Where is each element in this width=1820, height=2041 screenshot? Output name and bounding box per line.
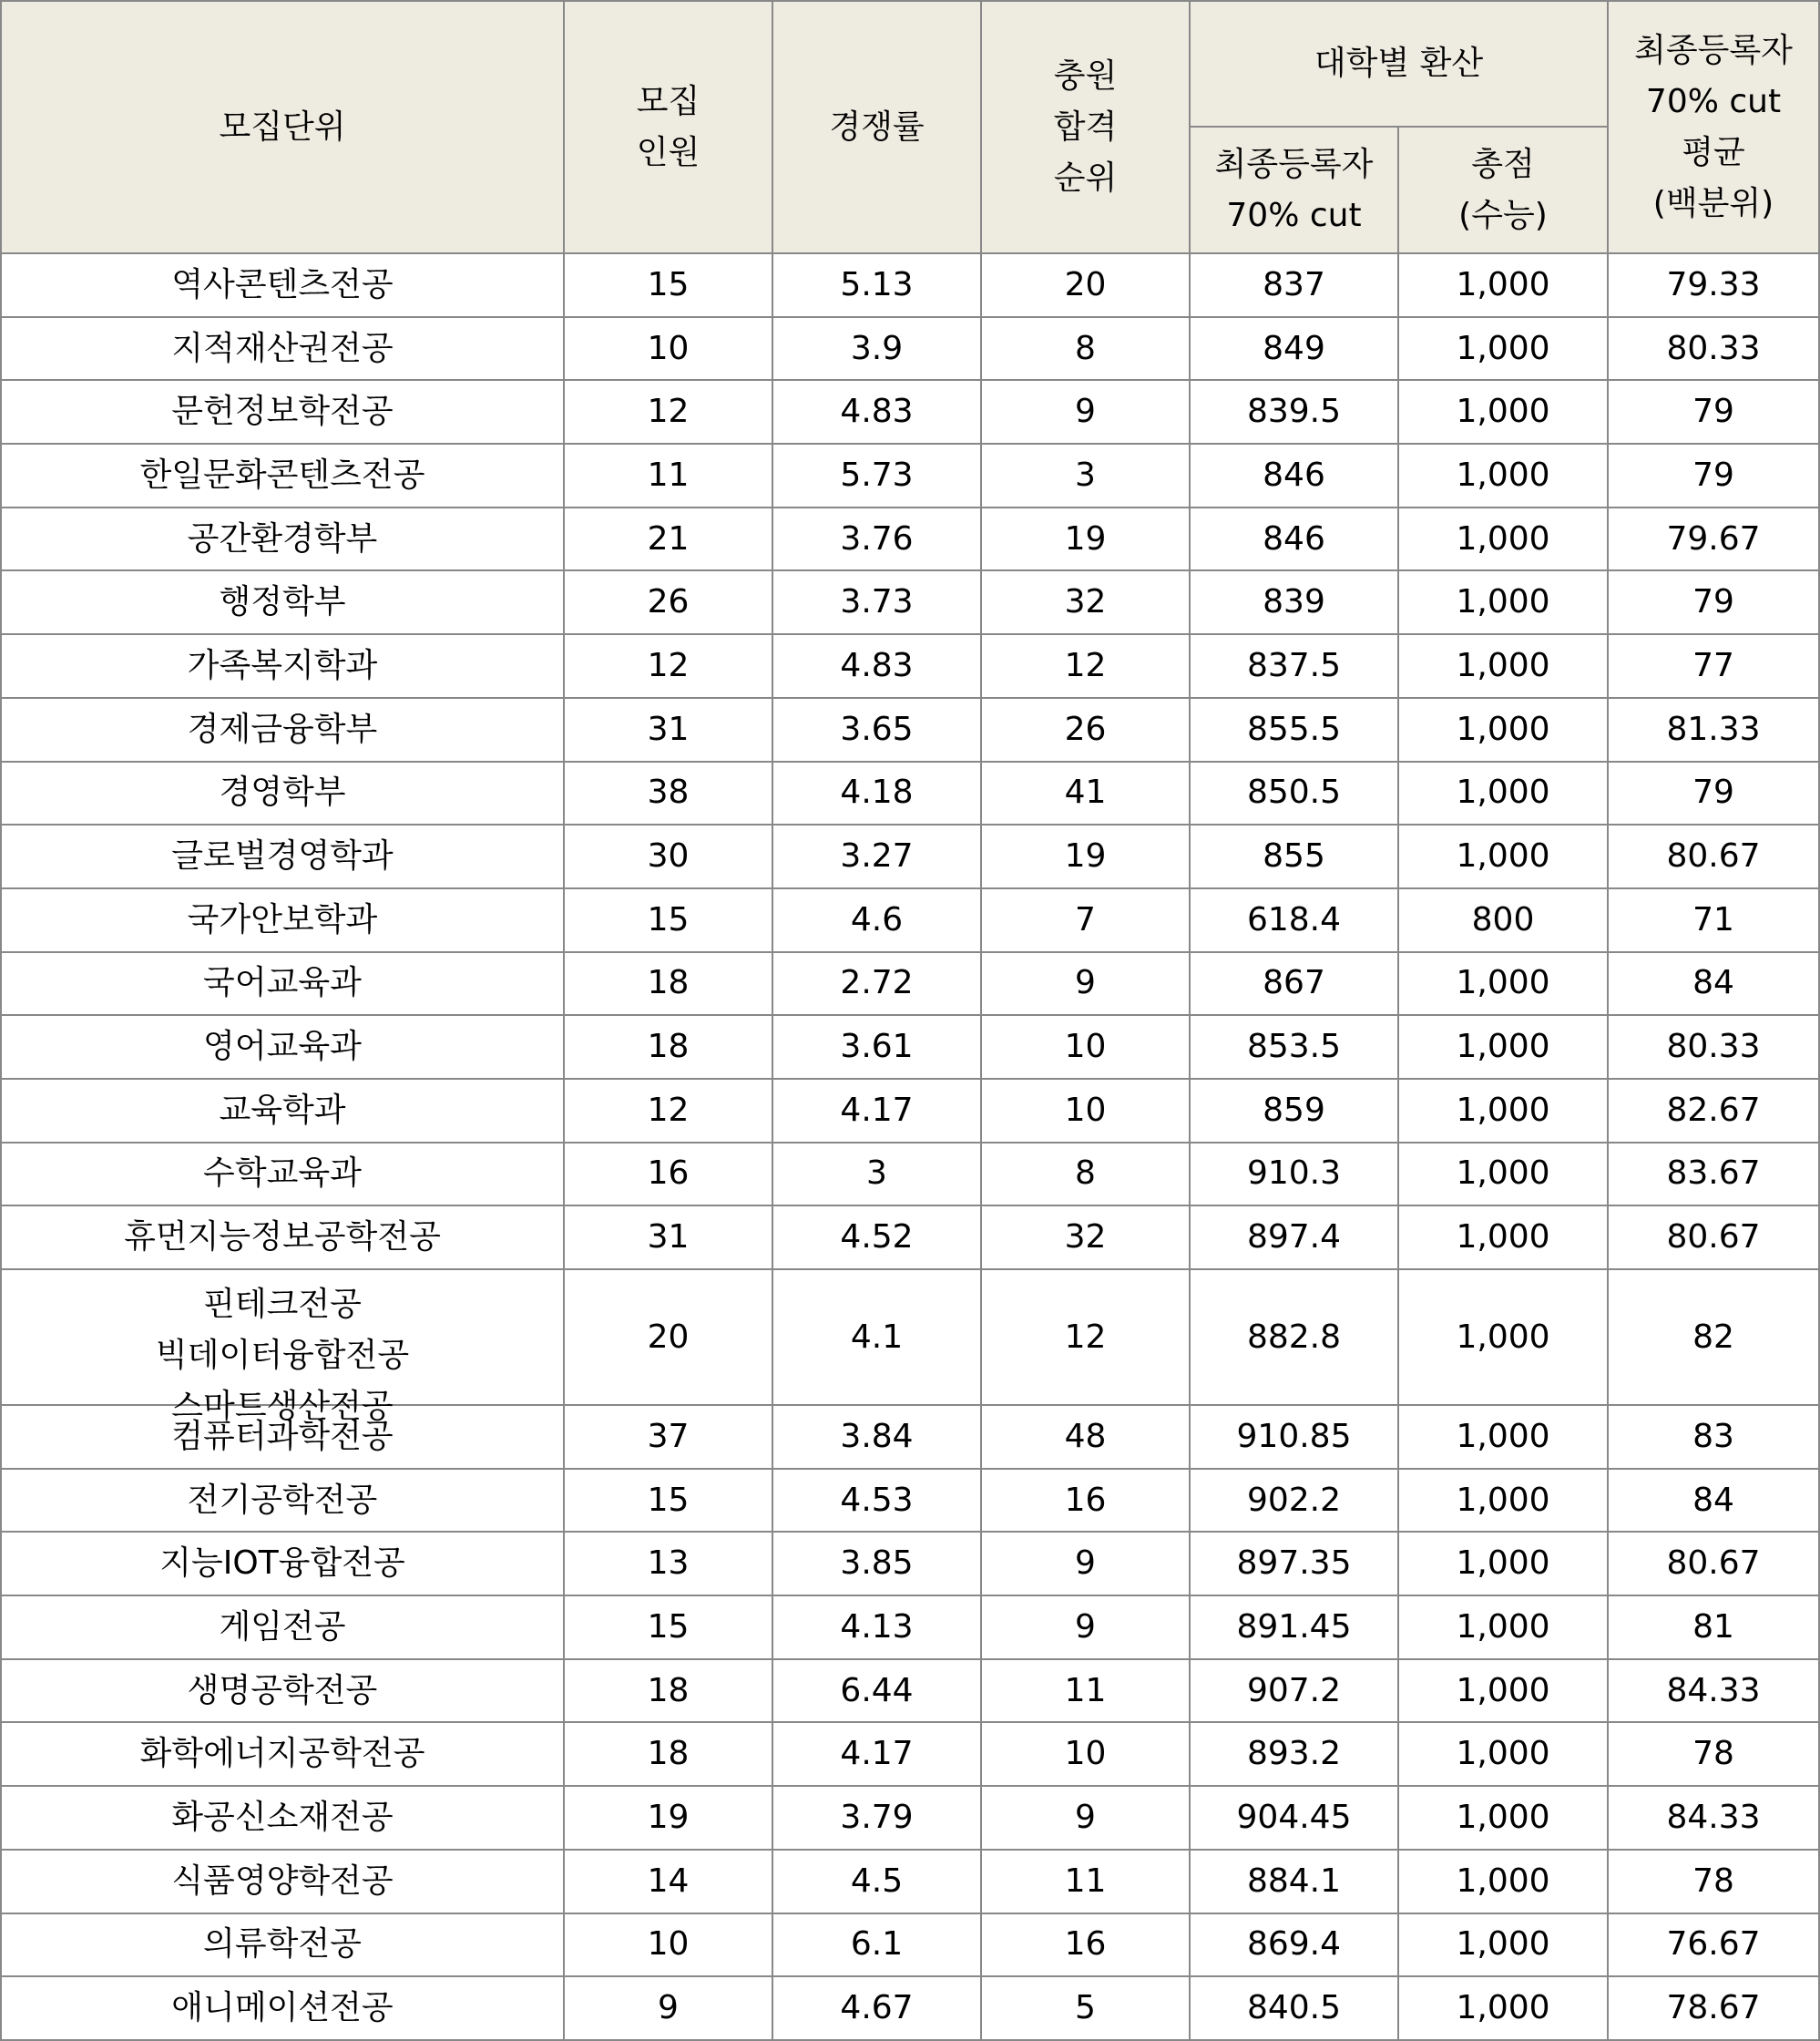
cell-unit: 생명공학전공	[1, 1659, 564, 1723]
cell-total: 1,000	[1398, 825, 1608, 888]
cell-unit: 경영학부	[1, 762, 564, 826]
cell-total: 1,000	[1398, 1659, 1608, 1723]
cell-cut: 882.8	[1190, 1269, 1398, 1405]
cell-unit: 수학교육과	[1, 1143, 564, 1206]
cell-total: 1,000	[1398, 698, 1608, 762]
table-row	[1, 698, 1819, 762]
table-row	[1, 1913, 1819, 1977]
cell-pct: 80.33	[1608, 1015, 1819, 1079]
cell-unit: 게임전공	[1, 1595, 564, 1659]
cell-total: 1,000	[1398, 1405, 1608, 1469]
cell-quota: 13	[564, 1532, 772, 1595]
cell-total: 1,000	[1398, 1143, 1608, 1206]
cell-total: 1,000	[1398, 444, 1608, 508]
cell-total: 1,000	[1398, 1595, 1608, 1659]
header-univ-group: 대학별 환산	[1190, 1, 1608, 127]
cell-rank: 32	[981, 570, 1190, 634]
cell-ratio: 3.84	[772, 1405, 981, 1469]
table-row	[1, 1269, 1819, 1405]
cell-quota: 20	[564, 1269, 772, 1405]
cell-total: 1,000	[1398, 380, 1608, 444]
cell-quota: 10	[564, 317, 772, 381]
cell-pct: 81	[1608, 1595, 1819, 1659]
cell-total: 1,000	[1398, 1786, 1608, 1850]
cell-rank: 26	[981, 698, 1190, 762]
cell-total: 1,000	[1398, 1976, 1608, 2040]
cell-ratio: 5.13	[772, 253, 981, 317]
cell-pct: 84.33	[1608, 1659, 1819, 1723]
cell-ratio: 4.18	[772, 762, 981, 826]
cell-rank: 10	[981, 1722, 1190, 1786]
table-row	[1, 1786, 1819, 1850]
table-row	[1, 1976, 1819, 2040]
cell-quota: 18	[564, 1659, 772, 1723]
cell-pct: 82.67	[1608, 1079, 1819, 1143]
cell-ratio: 2.72	[772, 952, 981, 1016]
cell-rank: 12	[981, 634, 1190, 698]
header-rank: 충원 합격 순위	[981, 1, 1190, 253]
cell-unit: 글로벌경영학과	[1, 825, 564, 888]
cell-total: 1,000	[1398, 1913, 1608, 1977]
cell-unit: 역사콘텐츠전공	[1, 253, 564, 317]
cell-cut: 855	[1190, 825, 1398, 888]
cell-ratio: 4.52	[772, 1205, 981, 1269]
cell-unit: 지능IOT융합전공	[1, 1532, 564, 1595]
cell-quota: 12	[564, 1079, 772, 1143]
cell-total: 1,000	[1398, 570, 1608, 634]
cell-cut: 840.5	[1190, 1976, 1398, 2040]
cell-rank: 8	[981, 1143, 1190, 1206]
table-row	[1, 1143, 1819, 1206]
cell-cut: 869.4	[1190, 1913, 1398, 1977]
cell-quota: 37	[564, 1405, 772, 1469]
header-ratio: 경쟁률	[772, 1, 981, 253]
cell-rank: 7	[981, 888, 1190, 952]
cell-unit	[1, 1269, 564, 1425]
cell-unit: 의류학전공	[1, 1913, 564, 1977]
table-row	[1, 762, 1819, 826]
cell-total: 1,000	[1398, 952, 1608, 1016]
cell-quota: 14	[564, 1850, 772, 1913]
cell-ratio: 4.13	[772, 1595, 981, 1659]
cell-ratio: 4.5	[772, 1850, 981, 1913]
cell-quota: 18	[564, 1722, 772, 1786]
cell-pct: 79	[1608, 444, 1819, 508]
cell-quota: 26	[564, 570, 772, 634]
cell-cut: 849	[1190, 317, 1398, 381]
cell-ratio: 4.6	[772, 888, 981, 952]
cell-cut: 837	[1190, 253, 1398, 317]
cell-total: 1,000	[1398, 1469, 1608, 1533]
table-row	[1, 1405, 1819, 1469]
cell-rank: 32	[981, 1205, 1190, 1269]
cell-pct: 78	[1608, 1850, 1819, 1913]
cell-cut: 884.1	[1190, 1850, 1398, 1913]
cell-total: 1,000	[1398, 508, 1608, 571]
cell-pct: 84	[1608, 1469, 1819, 1533]
cell-rank: 5	[981, 1976, 1190, 2040]
cell-pct: 83	[1608, 1405, 1819, 1469]
table-body	[1, 253, 1819, 2040]
cell-rank: 9	[981, 1532, 1190, 1595]
cell-unit: 국가안보학과	[1, 888, 564, 952]
header-pct: 최종등록자 70% cut 평균 (백분위)	[1608, 1, 1819, 253]
cell-cut: 893.2	[1190, 1722, 1398, 1786]
cell-quota: 31	[564, 1205, 772, 1269]
cell-rank: 19	[981, 508, 1190, 571]
header-total: 총점 (수능)	[1398, 127, 1608, 253]
cell-rank: 10	[981, 1015, 1190, 1079]
header-cut70: 최종등록자 70% cut	[1190, 127, 1398, 253]
cell-ratio: 3.61	[772, 1015, 981, 1079]
cell-ratio: 3.76	[772, 508, 981, 571]
cell-unit: 교육학과	[1, 1079, 564, 1143]
cell-pct: 79	[1608, 570, 1819, 634]
cell-unit: 국어교육과	[1, 952, 564, 1016]
table-row	[1, 1595, 1819, 1659]
cell-cut: 907.2	[1190, 1659, 1398, 1723]
cell-cut: 904.45	[1190, 1786, 1398, 1850]
cell-pct: 77	[1608, 634, 1819, 698]
cell-ratio: 6.44	[772, 1659, 981, 1723]
cell-unit: 화학에너지공학전공	[1, 1722, 564, 1786]
cell-cut: 897.4	[1190, 1205, 1398, 1269]
cell-cut: 867	[1190, 952, 1398, 1016]
cell-pct: 83.67	[1608, 1143, 1819, 1206]
cell-cut: 846	[1190, 444, 1398, 508]
cell-pct: 81.33	[1608, 698, 1819, 762]
cell-rank: 16	[981, 1913, 1190, 1977]
cell-total: 800	[1398, 888, 1608, 952]
table-row	[1, 1469, 1819, 1533]
cell-ratio: 4.53	[772, 1469, 981, 1533]
table-row	[1, 570, 1819, 634]
cell-cut: 910.3	[1190, 1143, 1398, 1206]
cell-ratio: 4.83	[772, 634, 981, 698]
cell-pct: 84.33	[1608, 1786, 1819, 1850]
cell-ratio: 6.1	[772, 1913, 981, 1977]
cell-ratio: 3.65	[772, 698, 981, 762]
table-row	[1, 1015, 1819, 1079]
table-row	[1, 1722, 1819, 1786]
cell-cut: 891.45	[1190, 1595, 1398, 1659]
cell-ratio: 4.1	[772, 1269, 981, 1405]
cell-cut: 846	[1190, 508, 1398, 571]
cell-pct: 80.67	[1608, 825, 1819, 888]
cell-ratio: 4.17	[772, 1722, 981, 1786]
cell-pct: 76.67	[1608, 1913, 1819, 1977]
cell-quota: 11	[564, 444, 772, 508]
cell-pct: 84	[1608, 952, 1819, 1016]
cell-rank: 12	[981, 1269, 1190, 1405]
table-row	[1, 1532, 1819, 1595]
cell-total: 1,000	[1398, 1269, 1608, 1405]
cell-cut: 897.35	[1190, 1532, 1398, 1595]
cell-pct: 71	[1608, 888, 1819, 952]
cell-cut: 902.2	[1190, 1469, 1398, 1533]
cell-quota: 10	[564, 1913, 772, 1977]
cell-unit: 한일문화콘텐츠전공	[1, 444, 564, 508]
header-row	[1, 1, 1819, 127]
cell-quota: 18	[564, 1015, 772, 1079]
cell-rank: 3	[981, 444, 1190, 508]
cell-ratio: 5.73	[772, 444, 981, 508]
cell-quota: 19	[564, 1786, 772, 1850]
cell-pct: 78.67	[1608, 1976, 1819, 2040]
cell-total: 1,000	[1398, 1532, 1608, 1595]
cell-unit: 영어교육과	[1, 1015, 564, 1079]
cell-total: 1,000	[1398, 1079, 1608, 1143]
cell-ratio: 3.73	[772, 570, 981, 634]
cell-total: 1,000	[1398, 253, 1608, 317]
cell-rank: 10	[981, 1079, 1190, 1143]
table-row	[1, 253, 1819, 317]
cell-quota: 15	[564, 1595, 772, 1659]
cell-quota: 12	[564, 380, 772, 444]
cell-quota: 30	[564, 825, 772, 888]
cell-cut: 859	[1190, 1079, 1398, 1143]
cell-total: 1,000	[1398, 1722, 1608, 1786]
cell-unit: 휴먼지능정보공학전공	[1, 1205, 564, 1269]
cell-rank: 20	[981, 253, 1190, 317]
cell-quota: 21	[564, 508, 772, 571]
cell-cut: 855.5	[1190, 698, 1398, 762]
cell-cut: 837.5	[1190, 634, 1398, 698]
table-row	[1, 888, 1819, 952]
cell-pct: 78	[1608, 1722, 1819, 1786]
cell-total: 1,000	[1398, 1850, 1608, 1913]
cell-ratio: 3.85	[772, 1532, 981, 1595]
cell-total: 1,000	[1398, 634, 1608, 698]
cell-unit: 애니메이션전공	[1, 1976, 564, 2040]
cell-quota: 15	[564, 1469, 772, 1533]
table-row	[1, 444, 1819, 508]
cell-quota: 31	[564, 698, 772, 762]
cell-rank: 9	[981, 952, 1190, 1016]
cell-rank: 48	[981, 1405, 1190, 1469]
cell-total: 1,000	[1398, 762, 1608, 826]
header-unit: 모집단위	[1, 1, 564, 253]
cell-quota: 9	[564, 1976, 772, 2040]
table-row	[1, 508, 1819, 571]
header-quota: 모집 인원	[564, 1, 772, 253]
table-row	[1, 952, 1819, 1016]
cell-rank: 41	[981, 762, 1190, 826]
cell-pct: 79.67	[1608, 508, 1819, 571]
cell-unit-text: 핀테크전공 빅데이터융합전공 스마트생산전공	[155, 1286, 410, 1425]
cell-unit: 컴퓨터과학전공	[1, 1405, 564, 1469]
cell-ratio: 4.67	[772, 1976, 981, 2040]
cell-pct: 79.33	[1608, 253, 1819, 317]
cell-rank: 11	[981, 1659, 1190, 1723]
cell-quota: 15	[564, 888, 772, 952]
cell-rank: 9	[981, 1786, 1190, 1850]
cell-rank: 8	[981, 317, 1190, 381]
cell-total: 1,000	[1398, 317, 1608, 381]
cell-unit: 화공신소재전공	[1, 1786, 564, 1850]
cell-unit: 문헌정보학전공	[1, 380, 564, 444]
cell-cut: 839	[1190, 570, 1398, 634]
cell-pct: 80.33	[1608, 317, 1819, 381]
cell-pct: 82	[1608, 1269, 1819, 1405]
cell-ratio: 3.9	[772, 317, 981, 381]
cell-cut: 839.5	[1190, 380, 1398, 444]
table-row	[1, 317, 1819, 381]
cell-ratio: 3	[772, 1143, 981, 1206]
cell-cut: 850.5	[1190, 762, 1398, 826]
table-row	[1, 634, 1819, 698]
cell-pct: 80.67	[1608, 1205, 1819, 1269]
cell-rank: 9	[981, 380, 1190, 444]
cell-quota: 16	[564, 1143, 772, 1206]
table-row	[1, 1079, 1819, 1143]
cell-pct: 79	[1608, 762, 1819, 826]
cell-ratio: 3.79	[772, 1786, 981, 1850]
cell-quota: 18	[564, 952, 772, 1016]
table-row	[1, 1850, 1819, 1913]
cell-unit: 가족복지학과	[1, 634, 564, 698]
cell-unit: 식품영양학전공	[1, 1850, 564, 1913]
cell-pct: 80.67	[1608, 1532, 1819, 1595]
cell-quota: 12	[564, 634, 772, 698]
table-row	[1, 1205, 1819, 1269]
cell-unit: 전기공학전공	[1, 1469, 564, 1533]
cell-unit: 공간환경학부	[1, 508, 564, 571]
cell-unit: 행정학부	[1, 570, 564, 634]
table-row	[1, 380, 1819, 444]
cell-total: 1,000	[1398, 1015, 1608, 1079]
cell-rank: 9	[981, 1595, 1190, 1659]
cell-quota: 38	[564, 762, 772, 826]
cell-unit: 경제금융학부	[1, 698, 564, 762]
table-row	[1, 825, 1819, 888]
cell-ratio: 4.83	[772, 380, 981, 444]
cell-unit: 지적재산권전공	[1, 317, 564, 381]
cell-ratio: 4.17	[772, 1079, 981, 1143]
cell-total: 1,000	[1398, 1205, 1608, 1269]
cell-cut: 853.5	[1190, 1015, 1398, 1079]
cell-cut: 618.4	[1190, 888, 1398, 952]
cell-rank: 11	[981, 1850, 1190, 1913]
table-row	[1, 1659, 1819, 1723]
cell-rank: 19	[981, 825, 1190, 888]
cell-pct: 79	[1608, 380, 1819, 444]
cell-ratio: 3.27	[772, 825, 981, 888]
cell-rank: 16	[981, 1469, 1190, 1533]
cell-cut: 910.85	[1190, 1405, 1398, 1469]
cell-quota: 15	[564, 253, 772, 317]
